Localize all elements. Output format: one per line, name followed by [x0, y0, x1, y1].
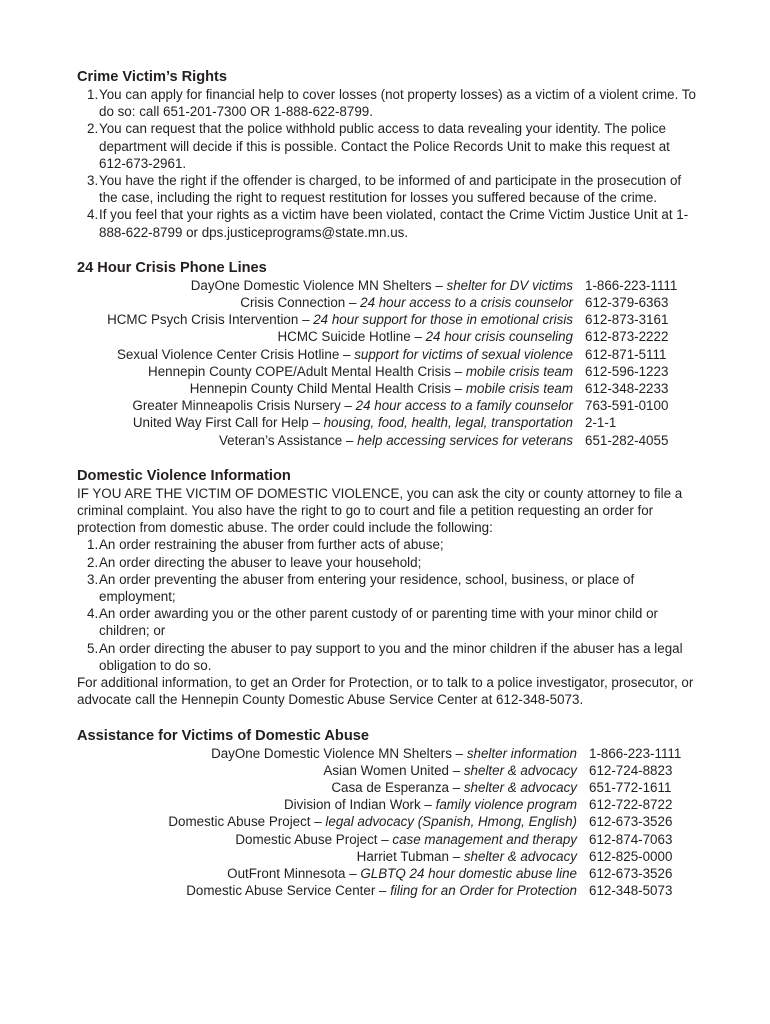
phone-number: 763-591-0100	[585, 398, 669, 414]
table-row: Hennepin County COPE/Adult Mental Health Crisis – mobile crisis team 612-596-1223	[148, 363, 669, 379]
phone-number: 651-282-4055	[585, 432, 669, 448]
dv-assistance-table	[77, 745, 697, 900]
phone-number: 612-379-6363	[585, 295, 669, 311]
table-row: United Way First Call for Help – housing, food, health, legal, transportation 2-1-1	[132, 415, 617, 431]
table-row: Asian Women United – shelter & advocacy 612-724-8823	[323, 762, 673, 778]
list-item: 1. An order restraining the abuser from further acts of abuse;	[87, 537, 444, 553]
dv-order-list	[77, 536, 697, 674]
phone-number: 612-873-3161	[585, 312, 669, 328]
list-item: 5. An order directing the abuser to pay support to you and the minor children if the abuser has a legal obligation to do so.	[87, 640, 683, 673]
table-row: Greater Minneapolis Crisis Nursery – 24 hour access to a family counselor 763-591-0100	[132, 398, 669, 414]
table-row: DayOne Domestic Violence MN Shelters – shelter information 1-866-223-1111	[211, 745, 682, 761]
document-page	[77, 68, 697, 899]
phone-number: 612-871-5111	[585, 346, 667, 362]
table-row: Veteran’s Assistance – help accessing services for veterans 651-282-4055	[218, 432, 669, 448]
table-row: OutFront Minnesota – GLBTQ 24 hour domestic abuse line 612-673-3526	[227, 865, 673, 881]
table-row: HCMC Psych Crisis Intervention – 24 hour support for those in emotional crisis 612-873-3161	[107, 312, 669, 328]
phone-number: 612-722-8722	[589, 797, 673, 813]
crisis-phone-lines-section	[77, 259, 697, 449]
table-row: Domestic Abuse Project – case management and therapy 612-874-7063	[235, 831, 673, 847]
list-item: 3. An order preventing the abuser from entering your residence, school, business, or place of employment;	[87, 571, 635, 605]
list-item: 4. An order awarding you or the other parent custody of or parenting time with your minor child or children; or	[87, 606, 658, 639]
crime-victims-rights-section	[77, 68, 697, 241]
crisis-lines-table	[77, 277, 697, 449]
table-row: Domestic Abuse Service Center – filing for an Order for Protection 612-348-5073	[186, 883, 673, 899]
phone-number: 612-874-7063	[589, 831, 673, 847]
table-row: Harriet Tubman – shelter & advocacy 612-825-0000	[356, 848, 673, 864]
table-row: Casa de Esperanza – shelter & advocacy 651-772-1611	[331, 779, 672, 795]
phone-number: 1-866-223-1111	[589, 745, 682, 761]
list-item: 2. You can request that the police withhold public access to data revealing your identity. The police department will decide if this is possible. Contact the Police Records Unit to make this request at 612-673-2961.	[87, 121, 670, 171]
phone-number: 612-873-2222	[585, 329, 669, 345]
phone-number: 612-724-8823	[589, 762, 673, 778]
phone-number: 2-1-1	[585, 415, 617, 431]
dv-closing-paragraph: For additional information, to get an Order for Protection, or to talk to a police investigator, prosecutor, or advocate call the Hennepin County Domestic Abuse Service Center at 612-348-5073.	[77, 675, 694, 708]
table-row: Division of Indian Work – family violence program 612-722-8722	[284, 797, 673, 813]
list-item: 2. An order directing the abuser to leave your household;	[87, 554, 422, 570]
phone-number: 612-348-2233	[585, 381, 669, 397]
phone-number: 612-673-3526	[589, 865, 673, 881]
list-item: 4. If you feel that your rights as a victim have been violated, contact the Crime Victim Justice Unit at 1-888-622-8799 or dps.justiceprograms@state.mn.us.	[87, 207, 689, 240]
list-item: 1. You can apply for financial help to cover losses (not property losses) as a victim of a violent crime. To do so: call 651-201-7300 OR 1-888-622-8799.	[87, 87, 696, 120]
dv-assistance-section	[77, 727, 697, 900]
table-row: DayOne Domestic Violence MN Shelters – shelter for DV victims 1-866-223-1111	[190, 277, 678, 293]
phone-number: 612-596-1223	[585, 363, 669, 379]
table-row: Sexual Violence Center Crisis Hotline – support for victims of sexual violence 612-871-5111	[117, 346, 667, 362]
table-row: Crisis Connection – 24 hour access to a crisis counselor 612-379-6363	[240, 295, 669, 311]
phone-number: 612-673-3526	[589, 814, 673, 830]
domestic-violence-info-heading: Domestic Violence Information	[77, 467, 291, 484]
phone-number: 651-772-1611	[589, 779, 672, 795]
table-row: HCMC Suicide Hotline – 24 hour crisis counseling 612-873-2222	[277, 329, 669, 345]
phone-number: 612-348-5073	[589, 883, 673, 899]
crime-rights-list	[77, 86, 697, 241]
table-row: Hennepin County Child Mental Health Crisis – mobile crisis team 612-348-2233	[189, 381, 669, 397]
crisis-phone-lines-heading: 24 Hour Crisis Phone Lines	[77, 259, 267, 276]
list-item: 3. You have the right if the offender is charged, to be informed of and participate in the prosecution of the case, including the right to request restitution for losses you suffered because of the crime.	[87, 173, 682, 206]
table-row: Domestic Abuse Project – legal advocacy (Spanish, Hmong, English) 612-673-3526	[168, 814, 673, 830]
crime-victims-rights-heading: Crime Victim’s Rights	[77, 69, 228, 85]
dv-assistance-heading: Assistance for Victims of Domestic Abuse	[77, 727, 369, 744]
phone-number: 612-825-0000	[589, 848, 673, 864]
dv-intro-paragraph: IF YOU ARE THE VICTIM OF DOMESTIC VIOLENCE, you can ask the city or county attorney to file a criminal complaint. You also have the right to go to court and file a petition requesting an order for protection from domestic abuse. The order could include the following:	[77, 485, 683, 536]
phone-number: 1-866-223-1111	[585, 277, 678, 293]
domestic-violence-info-section	[77, 467, 697, 709]
